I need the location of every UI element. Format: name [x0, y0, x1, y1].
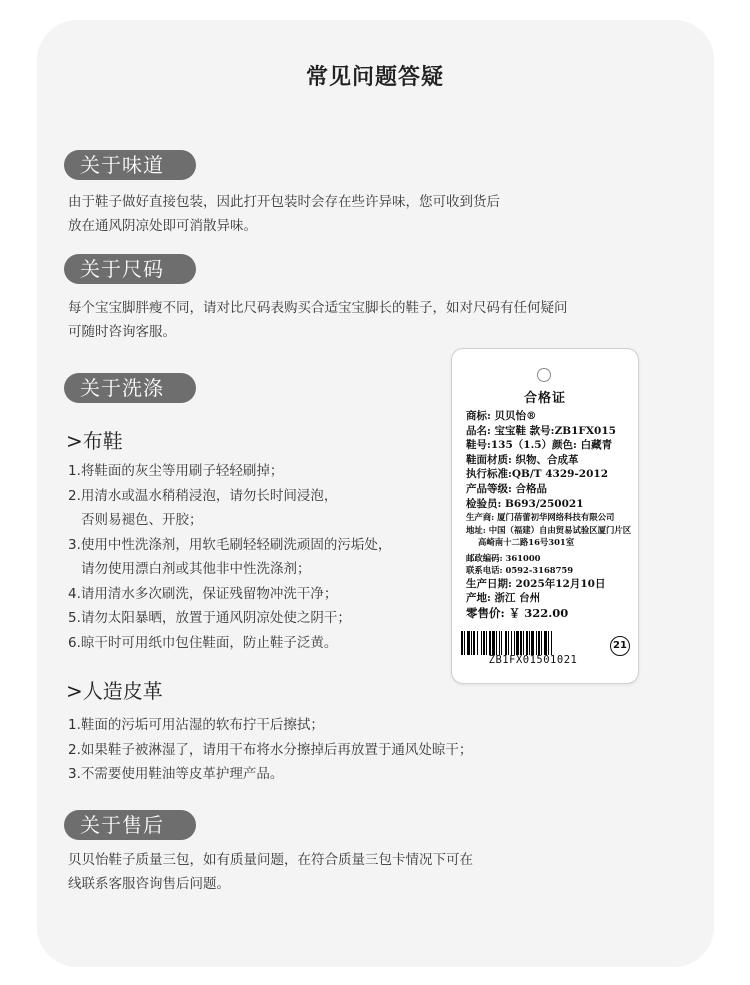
tag-material: 鞋面材质: 织物、合成革 [466, 453, 579, 466]
tag-address: 地址: 中国（福建）自由贸易试验区厦门片区 [466, 524, 632, 535]
tag-details [466, 409, 634, 620]
text-line: 线联系客服咨询售后问题。 [68, 876, 230, 892]
list-item: 2.如果鞋子被淋湿了，请用干布将水分擦掉后再放置于通风处晾干； [68, 741, 473, 758]
text-line: 放在通风阴凉处即可消散异味。 [68, 218, 257, 234]
tag-price: 零售价: ￥ 322.00 [466, 605, 569, 620]
tag-grade: 产品等级: 合格品 [466, 482, 548, 495]
cloth-shoes-title: >布鞋 [66, 429, 123, 453]
list-item: 2.用清水或温水稍稍浸泡，请勿长时间浸泡， [68, 487, 338, 504]
tag-hole [537, 368, 551, 382]
section-heading-wash: 关于洗涤 [64, 373, 196, 403]
barcode-bar [552, 631, 554, 655]
list-item: 1.将鞋面的灰尘等用刷子轻轻刷掉； [68, 463, 284, 479]
tag-address-2: 高崎南十二路16号301室 [478, 537, 575, 548]
cloth-shoes-list [68, 459, 391, 655]
tag-inspector: 检验员: B693/250021 [466, 497, 584, 510]
odor-text [68, 190, 500, 238]
barcode [461, 631, 605, 655]
text-line: 由于鞋子做好直接包装，因此打开包装时会存在些许异味，您可收到货后 [68, 194, 500, 210]
list-item: 6.晾干时可用纸巾包住鞋面，防止鞋子泛黄。 [68, 634, 338, 651]
list-item: 3.不需要使用鞋油等皮革护理产品。 [68, 766, 284, 782]
aftersale-text [68, 848, 473, 896]
text-line: 可随时咨询客服。 [68, 324, 176, 340]
tag-date: 生产日期: 2025年12月10日 [466, 577, 606, 590]
list-item: 3.使用中性洗涤剂，用软毛刷轻轻刷洗顽固的污垢处， [68, 536, 392, 553]
tag-brand: 商标: 贝贝怡® [466, 410, 537, 422]
tag-postcode: 邮政编码: 361000 [466, 552, 541, 563]
tag-origin: 产地: 浙江 台州 [466, 592, 541, 605]
barcode-number: ZB1FX01501021 [488, 654, 578, 666]
size-text [68, 296, 568, 344]
section-heading-aftersale: 关于售后 [64, 810, 196, 840]
list-item: 请勿使用漂白剂或其他非中性洗涤剂； [81, 561, 311, 577]
tag-title: 合格证 [523, 391, 566, 406]
list-item: 1.鞋面的污垢可用沾湿的软布拧干后擦拭； [68, 717, 324, 733]
tag-maker: 生产商: 厦门蓓蕾初华网络科技有限公司 [466, 512, 615, 523]
tag-product: 品名: 宝宝鞋 款号:ZB1FX015 [466, 424, 616, 437]
section-heading-odor: 关于味道 [64, 150, 196, 180]
circle-number-badge: 21 [610, 636, 630, 656]
product-certificate-tag [451, 348, 639, 684]
leather-title: >人造皮革 [66, 679, 163, 703]
list-item: 5.请勿太阳暴晒，放置于通风阴凉处使之阴干； [68, 610, 351, 626]
tag-standard: 执行标准:QB/T 4329-2012 [466, 468, 609, 481]
leather-list [68, 713, 472, 787]
section-heading-size: 关于尺码 [64, 254, 196, 284]
tag-phone: 联系电话: 0592-3168759 [466, 565, 574, 576]
text-line: 每个宝宝脚胖瘦不同，请对比尺码表购买合适宝宝脚长的鞋子，如对尺码有任何疑问 [68, 300, 568, 316]
tag-size-color: 鞋号:135（1.5）颜色: 白藏青 [466, 439, 613, 452]
list-item: 4.请用清水多次刷洗，保证残留物冲洗干净； [68, 585, 338, 602]
text-line: 贝贝怡鞋子质量三包，如有质量问题，在符合质量三包卡情况下可在 [68, 852, 473, 868]
page-title: 常见问题答疑 [305, 65, 444, 90]
list-item: 否则易褪色、开胶； [81, 512, 203, 528]
